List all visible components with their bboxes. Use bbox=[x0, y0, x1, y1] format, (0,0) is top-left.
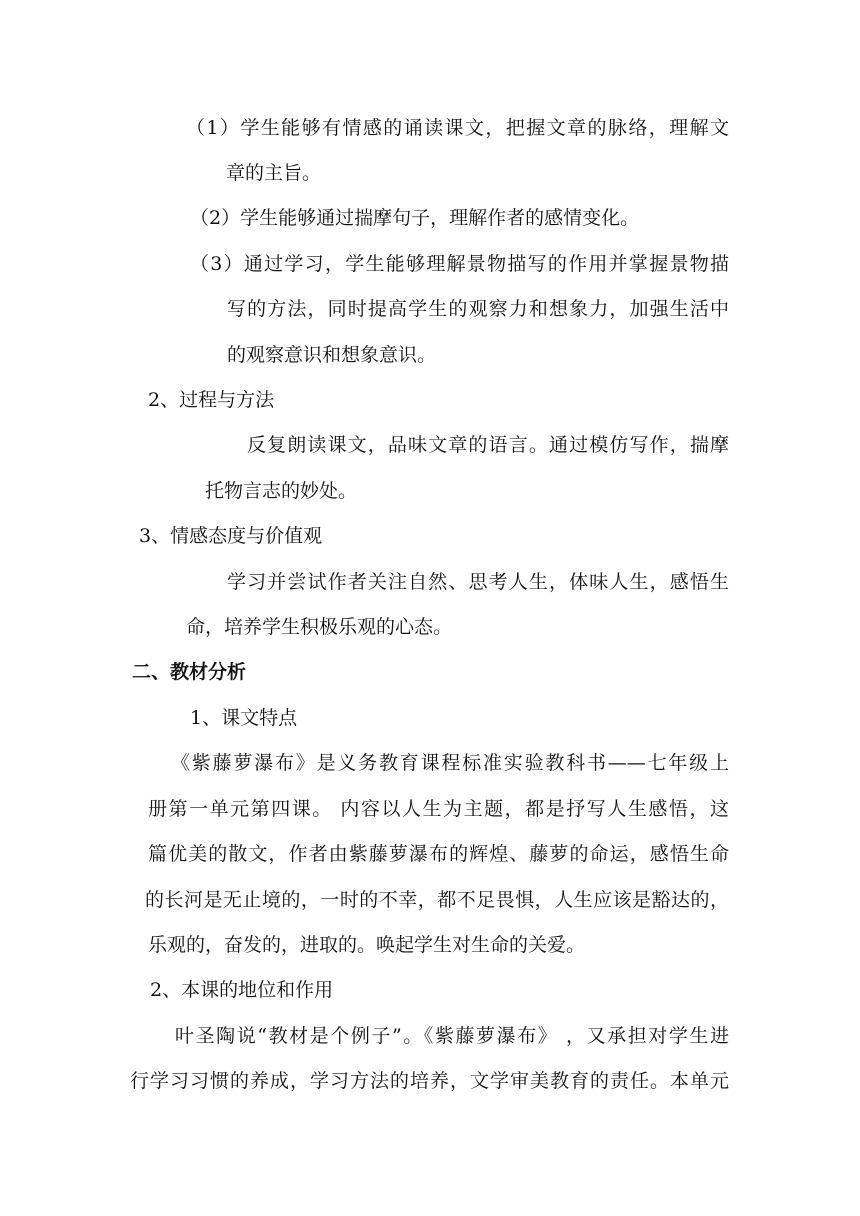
objective-3-line-3: 的观察意识和想象意识。 bbox=[227, 344, 437, 366]
objective-1-line-2: 章的主旨。 bbox=[226, 162, 322, 184]
objective-3-line-1: （3）通过学习，学生能够理解景物描写的作用并掌握景物描 bbox=[190, 253, 729, 275]
text-features-line-2: 册第一单元第四课。 内容以人生为主题，都是抒写人生感悟，这 bbox=[148, 798, 729, 820]
emotion-values-line-2: 命，培养学生积极乐观的心态。 bbox=[186, 616, 453, 638]
objective-2-line-1: （2）学生能够通过揣摩句子，理解作者的感情变化。 bbox=[190, 207, 640, 229]
emotion-values-line-1: 学习并尝试作者关注自然、思考人生，体味人生，感悟生 bbox=[227, 571, 729, 593]
process-method-line-2: 托物言志的妙处。 bbox=[205, 480, 358, 502]
section-textbook-analysis-heading: 二、教材分析 bbox=[132, 661, 247, 683]
objective-3-line-2: 写的方法，同时提高学生的观察力和想象力，加强生活中 bbox=[227, 298, 729, 320]
text-features-line-1: 《紫藤萝瀑布》是义务教育课程标准实验教科书——七年级上 bbox=[171, 752, 729, 774]
lesson-role-heading: 2、本课的地位和作用 bbox=[150, 979, 334, 1001]
section-process-method-heading: 2、过程与方法 bbox=[148, 389, 275, 411]
text-features-line-5: 乐观的，奋发的，进取的。唤起学生对生命的关爱。 bbox=[148, 934, 586, 956]
lesson-role-line-1: 叶圣陶说“教材是个例子”。《紫藤萝瀑布》 ，又承担对学生进 bbox=[175, 1025, 729, 1047]
objective-1-line-1: （1）学生能够有情感的诵读课文，把握文章的脉络，理解文 bbox=[186, 117, 729, 139]
text-features-heading: 1、课文特点 bbox=[190, 707, 298, 729]
lesson-role-line-2: 行学习习惯的养成，学习方法的培养，文学审美教育的责任。本单元 bbox=[130, 1070, 729, 1092]
text-features-line-3: 篇优美的散文，作者由紫藤萝瀑布的辉煌、藤萝的命运，感悟生命 bbox=[148, 843, 729, 865]
section-emotion-values-heading: 3、情感态度与价值观 bbox=[139, 525, 323, 547]
text-features-line-4: 的长河是无止境的，一时的不幸，都不足畏惧，人生应该是豁达的， bbox=[145, 889, 729, 911]
process-method-line-1: 反复朗读课文，品味文章的语言。通过模仿写作，揣摩 bbox=[247, 434, 729, 456]
